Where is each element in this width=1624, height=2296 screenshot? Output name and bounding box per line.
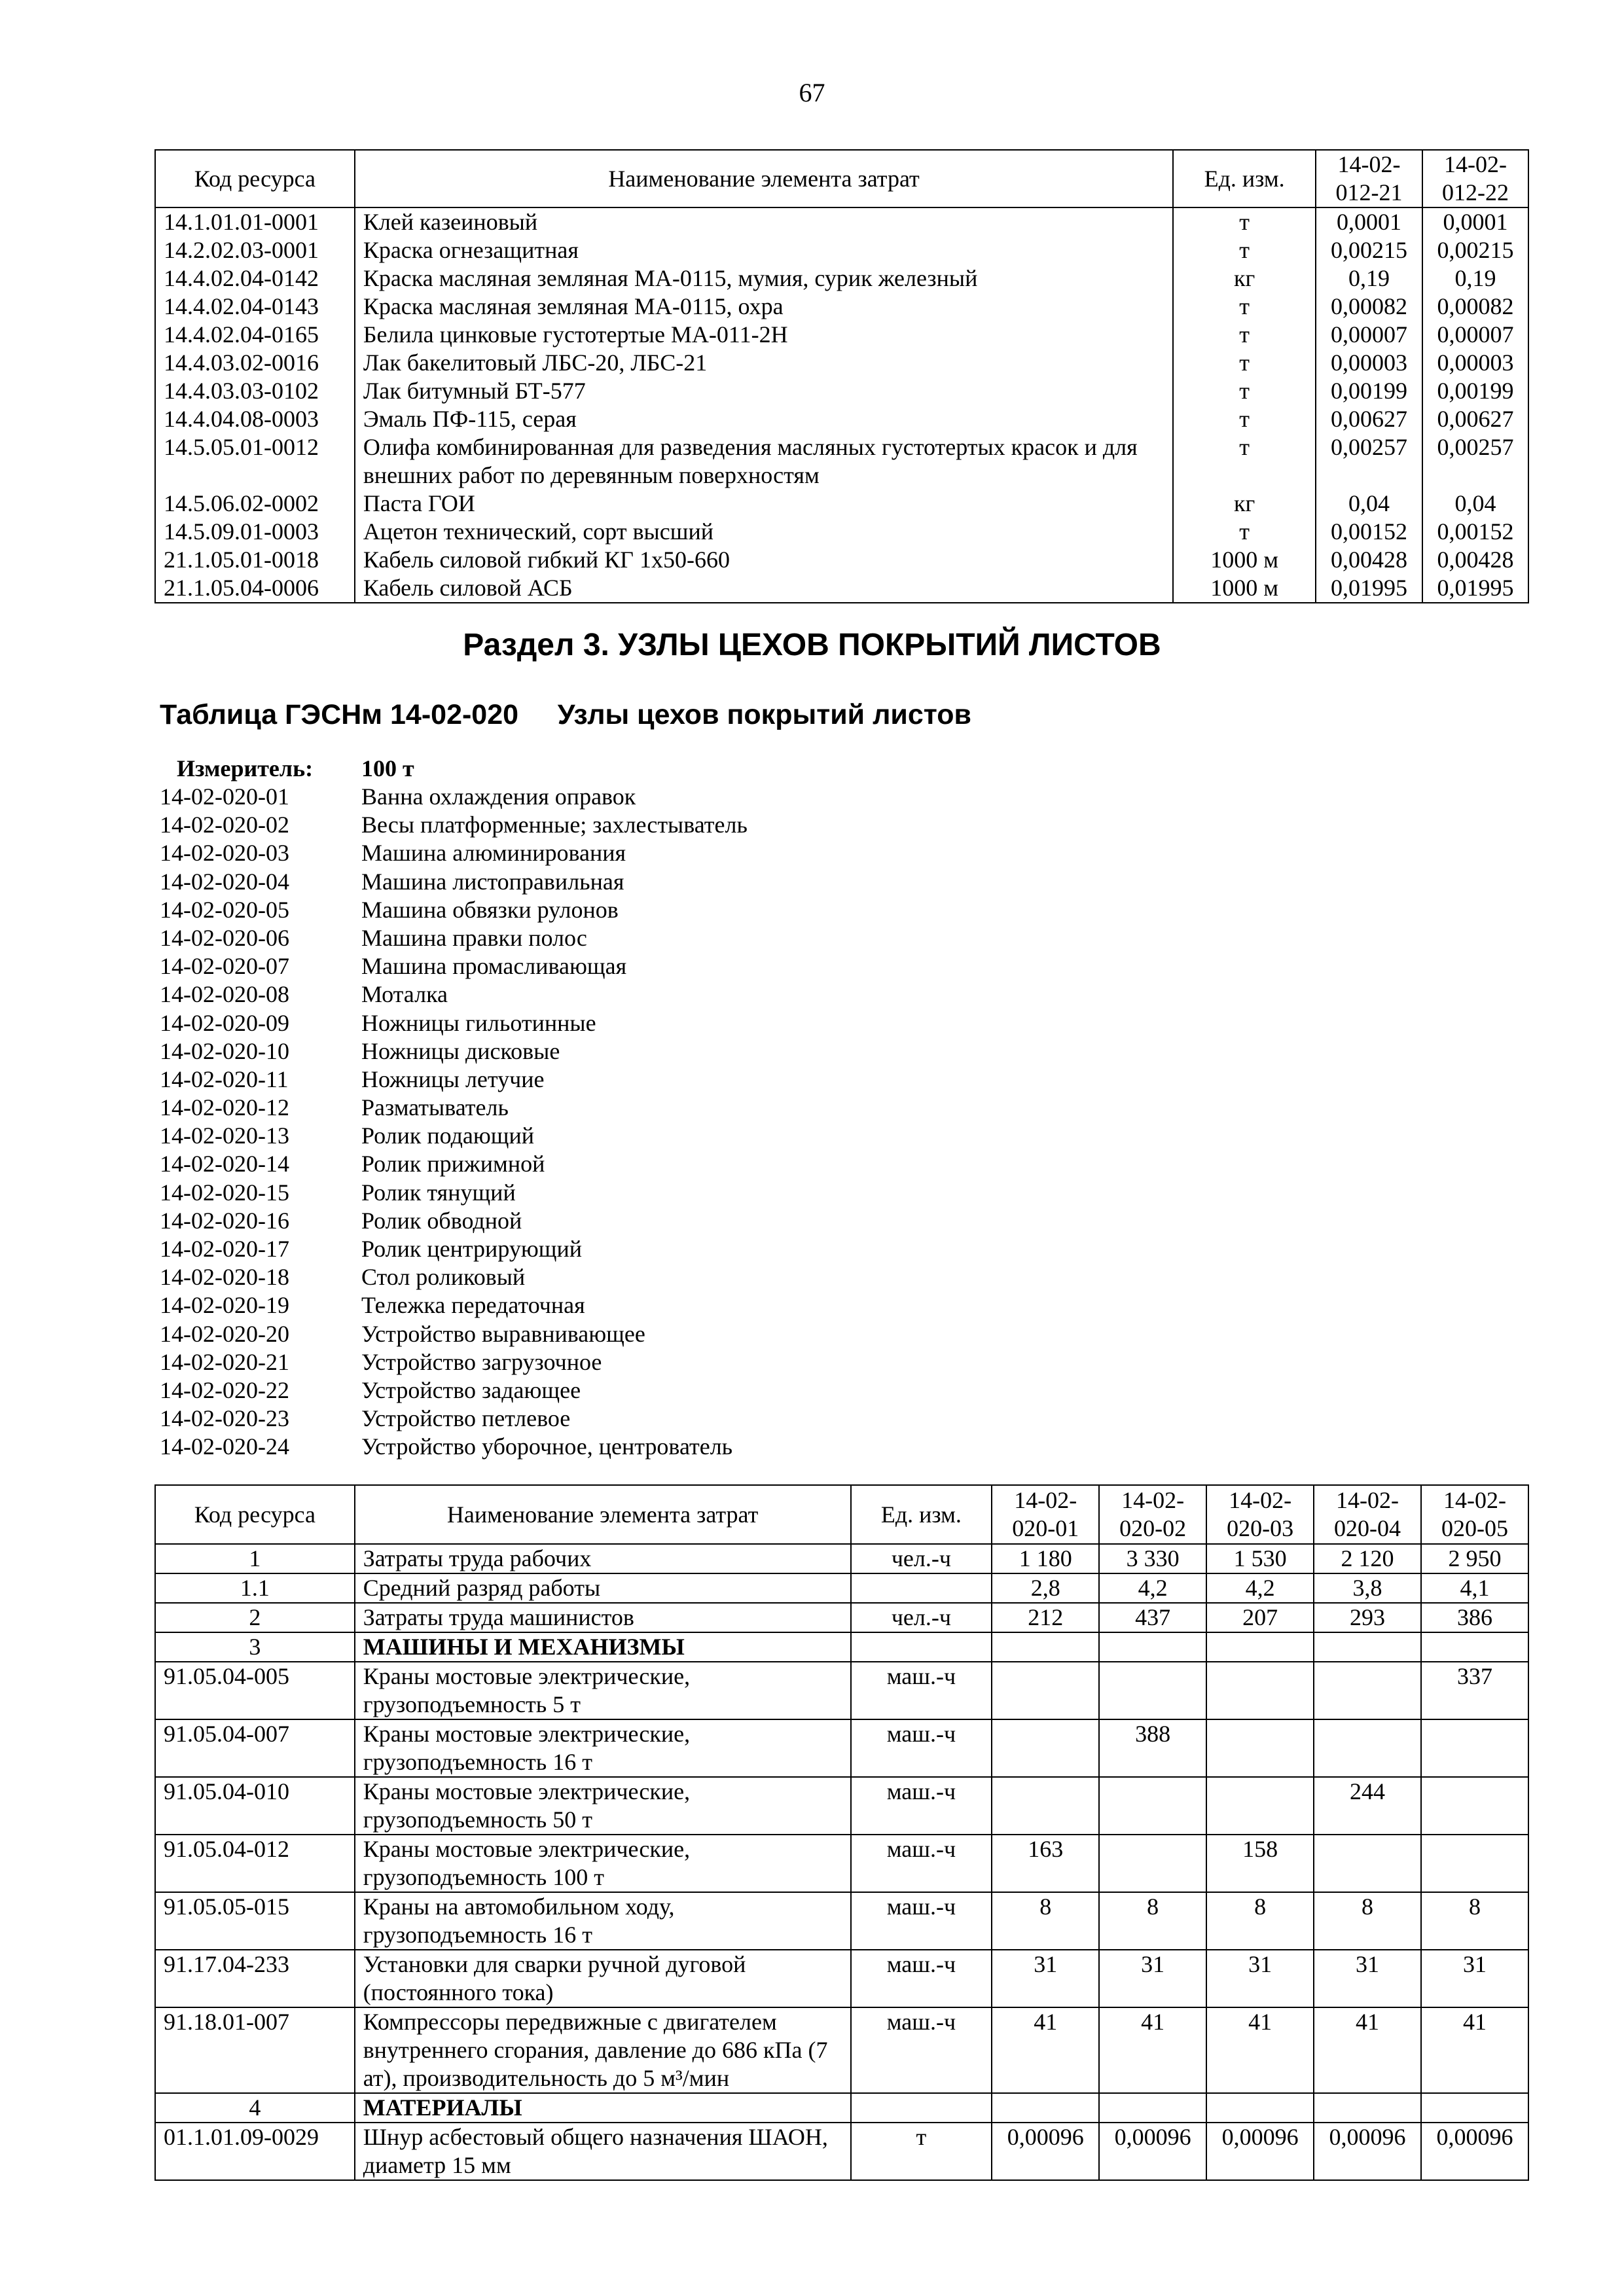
resource-code: 14.4.02.04-0143 [155,293,355,321]
resource-name: Краны мостовые электрические, грузоподъемность 50 т [355,1777,851,1835]
table-row [155,264,1528,293]
resource-unit [851,1573,992,1603]
resource-value [1421,1835,1528,1892]
resource-value: 0,0001 [1422,207,1528,236]
resource-value [1314,1632,1421,1662]
resource-code: 1 [155,1544,355,1573]
item-name: Машина обвязки рулонов [361,896,619,923]
resource-name: Кабель силовой гибкий КГ 1x50-660 [355,546,1173,574]
item-code: 14-02-020-09 [160,1009,289,1036]
table-row [155,433,1528,490]
resource-value: 31 [1099,1950,1206,2007]
item-name: Разматыватель [361,1094,509,1121]
resource-value: 41 [1206,2007,1314,2093]
resource-value [1314,1835,1421,1892]
resource-value: 3 330 [1099,1544,1206,1573]
resource-code: 01.1.01.09-0029 [155,2123,355,2180]
resource-name: Средний разряд работы [355,1573,851,1603]
list-item [160,1009,748,1037]
list-item [160,1094,748,1122]
list-item [160,1263,748,1291]
item-name: Моталка [361,981,448,1008]
resource-value [1421,2093,1528,2123]
resource-code: 14.5.06.02-0002 [155,490,355,518]
resource-value [1206,1777,1314,1835]
resource-value: 0,0001 [1316,207,1422,236]
item-code: 14-02-020-01 [160,783,289,810]
resource-name: Олифа комбинированная для разведения масляных густотертых красок и для внешних работ по деревянным поверхностям [355,433,1173,490]
resource-code: 91.05.04-005 [155,1662,355,1719]
table-row [155,1632,1528,1662]
item-code: 14-02-020-21 [160,1348,289,1375]
list-item [160,1066,748,1094]
resource-value: 0,04 [1316,490,1422,518]
resource-value: 337 [1421,1662,1528,1719]
resource-value: 4,2 [1206,1573,1314,1603]
list-item [160,896,748,924]
resource-value: 0,00096 [1206,2123,1314,2180]
resource-value: 0,00096 [1314,2123,1421,2180]
resource-value: 0,19 [1316,264,1422,293]
resource-unit: 1000 м [1173,546,1316,574]
resource-code: 14.4.03.03-0102 [155,377,355,405]
resource-name: Лак бакелитовый ЛБС-20, ЛБС-21 [355,349,1173,377]
resource-code: 91.17.04-233 [155,1950,355,2007]
resource-code: 21.1.05.01-0018 [155,546,355,574]
resource-value: 2,8 [992,1573,1099,1603]
resource-value [1099,1835,1206,1892]
item-code: 14-02-020-04 [160,868,289,895]
resource-code: 91.05.04-012 [155,1835,355,1892]
resource-value: 41 [1421,2007,1528,2093]
table-row [155,574,1528,603]
resource-value: 0,00215 [1422,236,1528,264]
resource-unit: маш.-ч [851,1662,992,1719]
resource-value: 0,00428 [1316,546,1422,574]
resource-value: 8 [1206,1892,1314,1950]
list-item [160,924,748,952]
list-item [160,1207,748,1235]
table-row [155,1573,1528,1603]
table-header-cell: 14-02- 020-05 [1421,1485,1528,1544]
resource-value: 2 120 [1314,1544,1421,1573]
resource-value: 0,00199 [1316,377,1422,405]
resource-value: 163 [992,1835,1099,1892]
resource-value: 0,01995 [1316,574,1422,603]
resource-value: 8 [992,1892,1099,1950]
item-name: Ролик тянущий [361,1179,516,1206]
resource-unit: маш.-ч [851,1950,992,2007]
table-row [155,236,1528,264]
item-name: Стол роликовый [361,1264,526,1291]
resource-unit: т [1173,433,1316,490]
item-name: Машина правки полос [361,924,587,951]
item-name: Ножницы гильотинные [361,1009,596,1036]
resource-name: МАТЕРИАЛЫ [355,2093,851,2123]
item-name: Устройство задающее [361,1376,581,1403]
resource-value: 0,00007 [1422,321,1528,349]
table-caption: Таблица ГЭСНм 14-02-020 Узлы цехов покрытий листов [160,699,971,730]
resources-table-020 [154,1484,1529,2181]
item-name: Машина алюминирования [361,840,626,867]
resource-name: Краны мостовые электрические, грузоподъемность 5 т [355,1662,851,1719]
table-row [155,405,1528,433]
item-name: Машина листоправильная [361,868,624,895]
item-code: 14-02-020-23 [160,1405,289,1432]
resource-value: 8 [1421,1892,1528,1950]
resource-value: 0,00428 [1422,546,1528,574]
resource-code: 14.4.02.04-0142 [155,264,355,293]
table-header-cell: 14-02- 020-01 [992,1485,1099,1544]
resource-value: 244 [1314,1777,1421,1835]
resource-unit [851,2093,992,2123]
resource-name: Шнур асбестовый общего назначения ШАОН, диаметр 15 мм [355,2123,851,2180]
item-name: Ролик подающий [361,1122,535,1149]
resource-unit: маш.-ч [851,2007,992,2093]
item-code: 14-02-020-14 [160,1151,289,1177]
resource-value: 0,00096 [1421,2123,1528,2180]
item-code: 14-02-020-07 [160,953,289,980]
resource-code: 14.4.04.08-0003 [155,405,355,433]
resource-value: 0,00003 [1422,349,1528,377]
item-code: 14-02-020-16 [160,1207,289,1234]
table-row [155,546,1528,574]
item-code: 14-02-020-13 [160,1122,289,1149]
table-header-cell: 14-02- 012-22 [1422,150,1528,207]
list-item [160,980,748,1009]
item-code: 14-02-020-10 [160,1037,289,1064]
resource-unit: т [851,2123,992,2180]
resource-value [1314,2093,1421,2123]
resource-value: 31 [992,1950,1099,2007]
resource-code: 14.4.03.02-0016 [155,349,355,377]
resource-unit: кг [1173,490,1316,518]
resource-value [992,1662,1099,1719]
resource-name: Установки для сварки ручной дуговой (постоянного тока) [355,1950,851,2007]
resource-value: 293 [1314,1603,1421,1632]
table-row [155,293,1528,321]
item-code: 14-02-020-08 [160,981,289,1008]
resource-name: Затраты труда машинистов [355,1603,851,1632]
resource-value: 0,00199 [1422,377,1528,405]
resource-code: 91.05.05-015 [155,1892,355,1950]
resource-value: 0,00003 [1316,349,1422,377]
resource-value: 0,00096 [1099,2123,1206,2180]
resource-unit: маш.-ч [851,1719,992,1777]
resource-value [1099,1777,1206,1835]
list-item [160,783,748,811]
list-item [160,1348,748,1376]
item-code: 14-02-020-02 [160,812,289,838]
resource-value [1206,1719,1314,1777]
item-code: 14-02-020-15 [160,1179,289,1206]
resource-value: 31 [1421,1950,1528,2007]
list-item [160,1320,748,1348]
resource-code: 91.18.01-007 [155,2007,355,2093]
resource-unit: т [1173,293,1316,321]
resource-code: 14.5.05.01-0012 [155,433,355,490]
norm-items-list [160,783,748,1462]
item-code: 14-02-020-20 [160,1320,289,1347]
resource-value: 31 [1206,1950,1314,2007]
resource-value: 212 [992,1603,1099,1632]
list-item [160,1235,748,1263]
table-header-cell: Наименование элемента затрат [355,1485,851,1544]
table-row [155,1835,1528,1892]
resource-name: Лак битумный БТ-577 [355,377,1173,405]
list-item [160,868,748,896]
resource-value: 8 [1314,1892,1421,1950]
table-row [155,1777,1528,1835]
resource-code: 3 [155,1632,355,1662]
page-number: 67 [799,78,825,107]
table-row [155,349,1528,377]
resource-name: Клей казеиновый [355,207,1173,236]
resource-value: 3,8 [1314,1573,1421,1603]
resource-value: 41 [1099,2007,1206,2093]
resource-value: 207 [1206,1603,1314,1632]
resource-value [1421,1719,1528,1777]
resource-unit: т [1173,207,1316,236]
resource-unit: т [1173,236,1316,264]
list-item [160,1179,748,1207]
resource-name: Эмаль ПФ-115, серая [355,405,1173,433]
resource-unit: т [1173,518,1316,546]
table-row [155,2007,1528,2093]
resource-value: 2 950 [1421,1544,1528,1573]
resources-table-012 [154,149,1529,603]
resource-name: Краска огнезащитная [355,236,1173,264]
item-code: 14-02-020-06 [160,924,289,951]
item-code: 14-02-020-18 [160,1264,289,1291]
item-code: 14-02-020-17 [160,1236,289,1262]
list-item [160,1433,748,1461]
resource-value [1099,2093,1206,2123]
item-name: Ванна охлаждения оправок [361,783,636,810]
resource-unit: чел.-ч [851,1544,992,1573]
item-name: Устройство петлевое [361,1405,571,1432]
resource-value [1421,1632,1528,1662]
table-row [155,1662,1528,1719]
table-row [155,1892,1528,1950]
measure-value: 100 т [361,755,414,781]
table-header-cell: 14-02- 012-21 [1316,150,1422,207]
resource-value [1421,1777,1528,1835]
resource-unit: маш.-ч [851,1892,992,1950]
resource-unit: т [1173,377,1316,405]
item-code: 14-02-020-05 [160,896,289,923]
resource-code: 2 [155,1603,355,1632]
resource-name: Краны мостовые электрические, грузоподъемность 16 т [355,1719,851,1777]
table-row [155,207,1528,236]
resource-unit: 1000 м [1173,574,1316,603]
resource-unit: чел.-ч [851,1603,992,1632]
list-item [160,1150,748,1178]
item-name: Ножницы дисковые [361,1037,560,1064]
resource-unit: т [1173,349,1316,377]
item-name: Ролик обводной [361,1207,522,1234]
table-row [155,377,1528,405]
list-item [160,811,748,839]
resource-value: 158 [1206,1835,1314,1892]
resource-value: 0,00082 [1422,293,1528,321]
resource-code: 14.2.02.03-0001 [155,236,355,264]
resource-value [1206,1662,1314,1719]
resource-value [992,1719,1099,1777]
resource-name: Краны мостовые электрические, грузоподъемность 100 т [355,1835,851,1892]
resource-value [1099,1662,1206,1719]
resource-name: Краны на автомобильном ходу, грузоподъемность 16 т [355,1892,851,1950]
resource-name: Кабель силовой АСБ [355,574,1173,603]
resource-unit: кг [1173,264,1316,293]
resource-code: 4 [155,2093,355,2123]
resource-code: 1.1 [155,1573,355,1603]
table-row [155,490,1528,518]
resource-value: 0,00152 [1316,518,1422,546]
resource-value: 0,00152 [1422,518,1528,546]
resource-code: 91.05.04-010 [155,1777,355,1835]
resource-value: 388 [1099,1719,1206,1777]
resource-code: 14.5.09.01-0003 [155,518,355,546]
section-title: Раздел 3. УЗЛЫ ЦЕХОВ ПОКРЫТИЙ ЛИСТОВ [463,628,1161,662]
resource-code: 91.05.04-007 [155,1719,355,1777]
resource-value: 1 530 [1206,1544,1314,1573]
resource-name: МАШИНЫ И МЕХАНИЗМЫ [355,1632,851,1662]
resource-value [1206,1632,1314,1662]
resource-unit: маш.-ч [851,1777,992,1835]
resource-value: 41 [992,2007,1099,2093]
resource-value [992,1632,1099,1662]
list-item [160,1291,748,1319]
resource-name: Краска масляная земляная МА-0115, охра [355,293,1173,321]
resource-value: 8 [1099,1892,1206,1950]
list-item [160,1122,748,1150]
resource-value: 0,00096 [992,2123,1099,2180]
item-code: 14-02-020-22 [160,1376,289,1403]
resource-value: 41 [1314,2007,1421,2093]
resource-value: 437 [1099,1603,1206,1632]
resource-name: Белила цинковые густотертые МА-011-2Н [355,321,1173,349]
item-code: 14-02-020-11 [160,1066,289,1092]
table-header-cell: 14-02- 020-03 [1206,1485,1314,1544]
list-item [160,1037,748,1066]
table-row [155,1950,1528,2007]
item-name: Ножницы летучие [361,1066,545,1092]
resource-name: Ацетон технический, сорт высший [355,518,1173,546]
item-code: 14-02-020-19 [160,1292,289,1319]
table-row [155,518,1528,546]
list-item [160,952,748,980]
resource-value [992,2093,1099,2123]
list-item [160,1405,748,1433]
table-row [155,1719,1528,1777]
resource-name: Затраты труда рабочих [355,1544,851,1573]
resource-value: 0,00627 [1316,405,1422,433]
resource-name: Краска масляная земляная МА-0115, мумия, сурик железный [355,264,1173,293]
item-name: Тележка передаточная [361,1292,585,1319]
item-name: Весы платформенные; захлестыватель [361,812,748,838]
resource-value: 386 [1421,1603,1528,1632]
item-code: 14-02-020-24 [160,1433,289,1460]
item-name: Машина промасливающая [361,953,627,980]
resource-value [1206,2093,1314,2123]
resource-value: 0,00257 [1422,433,1528,490]
item-name: Устройство выравнивающее [361,1320,645,1347]
resource-value [1099,1632,1206,1662]
resource-name: Паста ГОИ [355,490,1173,518]
list-item [160,1376,748,1405]
item-name: Устройство уборочное, центрователь [361,1433,733,1460]
resource-code: 21.1.05.04-0006 [155,574,355,603]
resource-value [992,1777,1099,1835]
table-row [155,2123,1528,2180]
item-name: Ролик прижимной [361,1151,545,1177]
resource-value: 0,00007 [1316,321,1422,349]
resource-value: 4,2 [1099,1573,1206,1603]
table-header-cell: 14-02- 020-02 [1099,1485,1206,1544]
resource-unit: т [1173,321,1316,349]
measure-label: Измеритель: [177,755,314,781]
table-header-cell: 14-02- 020-04 [1314,1485,1421,1544]
resource-code: 14.4.02.04-0165 [155,321,355,349]
resource-value: 4,1 [1421,1573,1528,1603]
resource-value: 0,19 [1422,264,1528,293]
item-code: 14-02-020-12 [160,1094,289,1121]
resource-value: 0,01995 [1422,574,1528,603]
table-row [155,1544,1528,1573]
list-item [160,839,748,867]
resource-name: Компрессоры передвижные с двигателем внутреннего сгорания, давление до 686 кПа (7 ат), производительность до 5 м³/мин [355,2007,851,2093]
item-code: 14-02-020-03 [160,840,289,867]
resource-value: 0,00082 [1316,293,1422,321]
resource-value: 0,00627 [1422,405,1528,433]
resource-code: 14.1.01.01-0001 [155,207,355,236]
table-header-cell: Ед. изм. [851,1485,992,1544]
resource-value: 0,00257 [1316,433,1422,490]
resource-value: 1 180 [992,1544,1099,1573]
resource-value [1314,1662,1421,1719]
table-header-cell: Наименование элемента затрат [355,150,1173,207]
item-name: Ролик центрирующий [361,1236,582,1262]
table-row [155,321,1528,349]
resource-unit: т [1173,405,1316,433]
table-header-cell: Код ресурса [155,1485,355,1544]
table-row [155,1603,1528,1632]
resource-unit [851,1632,992,1662]
resource-value [1314,1719,1421,1777]
resource-value: 0,00215 [1316,236,1422,264]
item-name: Устройство загрузочное [361,1348,602,1375]
resource-value: 0,04 [1422,490,1528,518]
table-row [155,2093,1528,2123]
resource-value: 31 [1314,1950,1421,2007]
table-header-cell: Ед. изм. [1173,150,1316,207]
resource-unit: маш.-ч [851,1835,992,1892]
table-header-cell: Код ресурса [155,150,355,207]
